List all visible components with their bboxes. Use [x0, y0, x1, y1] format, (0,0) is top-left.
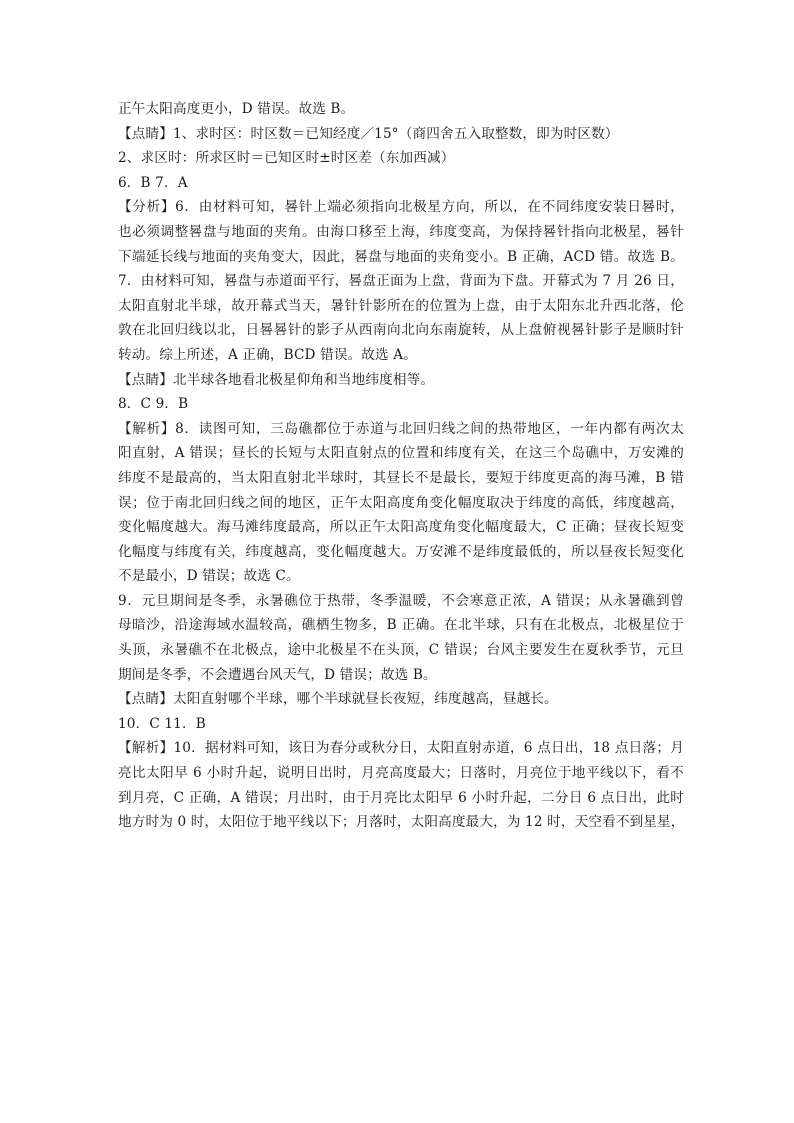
text-line: 【解析】10．据材料可知，该日为春分或秋分日，太阳直射赤道，6 点日出，18 点日落；月 — [118, 740, 684, 757]
text-line: 9．元旦期间是冬季，永暑礁位于热带，冬季温暖，不会寒意正浓，A 错误；从永暑礁到曾 — [118, 592, 684, 609]
text-line: 转动。综上所述，A 正确，BCD 错误。故选 A。 — [118, 346, 417, 363]
text-line: 母暗沙，沿途海域水温较高，礁栖生物多，B 正确。在北半球，只有在北极点，北极星位于 — [118, 617, 684, 634]
text-line: 地方时为 0 时，太阳位于地平线以下；月落时，太阳高度最大，为 12 时，天空看不到星星， — [118, 814, 685, 831]
answer-line: 10．C 11．B — [118, 715, 206, 732]
text-line: 下端延长线与地面的夹角变大，因此，晷盘与地面的夹角变小。B 正确，ACD 错。故选 B。 — [118, 248, 684, 265]
answer-line: 6．B 7．A — [118, 174, 188, 191]
text-line: 太阳直射北半球，故开幕式当天，暑针针影所在的位置为上盘，由于太阳东北升西北落，伦 — [118, 297, 684, 314]
text-line: 化幅度与纬度有关，纬度越高，变化幅度越大。万安滩不是纬度最低的，所以昼夜长短变化 — [118, 543, 684, 560]
text-line: 敦在北回归线以北，日晷晷针的影子从西南向北向东南旋转，从上盘俯视晷针影子是顺时针 — [118, 322, 684, 339]
answer-line: 8．C 9．B — [118, 396, 189, 413]
text-line: 7．由材料可知，晷盘与赤道面平行，晷盘正面为上盘，背面为下盘。开幕式为 7 月 26 日， — [118, 273, 684, 290]
text-line: 【解析】8．读图可知，三岛礁都位于赤道与北回归线之间的热带地区，一年内都有两次太 — [118, 420, 684, 437]
text-line: 【分析】6．由材料可知，晷针上端必须指向北极星方向，所以，在不同纬度安装日晷时， — [118, 199, 684, 216]
text-line: 【点睛】太阳直射哪个半球，哪个半球就昼长夜短，纬度越高，昼越长。 — [118, 691, 558, 708]
text-line: 纬度不是最高的，当太阳直射北半球时，其昼长不是最长，要短于纬度更高的海马滩，B 错 — [118, 469, 684, 486]
text-line: 到月亮，C 正确，A 错误；月出时，由于月亮比太阳早 6 小时升起，二分日 6 点日出，此时 — [118, 789, 684, 806]
text-line: 误；位于南北回归线之间的地区，正午太阳高度角变化幅度取决于纬度的高低，纬度越高， — [118, 494, 684, 511]
text-line: 期间是冬季，不会遭遇台风天气，D 错误；故选 B。 — [118, 666, 437, 683]
text-line: 变化幅度越大。海马滩纬度最高，所以正午太阳高度角变化幅度最大，C 正确；昼夜长短变 — [118, 519, 684, 536]
text-line: 2、求区时：所求区时＝已知区时±时区差（东加西减） — [118, 150, 455, 167]
text-line: 也必须调整晷盘与地面的夹角。由海口移至上海，纬度变高，为保持晷针指向北极星，晷针 — [118, 223, 684, 240]
text-line: 亮比太阳早 6 小时升起，说明日出时，月亮高度最大；日落时，月亮位于地平线以下，看不 — [118, 765, 684, 782]
text-line: 头顶，永暑礁不在北极点，途中北极星不在头顶，C 错误；台风主要发生在夏秋季节，元旦 — [118, 642, 684, 659]
text-line: 【点睛】1、求时区：时区数＝已知经度／15°（商四舍五入取整数，即为时区数） — [118, 125, 619, 142]
text-line: 阳直射，A 错误；昼长的长短与太阳直射点的位置和纬度有关，在这三个岛礁中，万安滩的 — [118, 445, 684, 462]
text-line: 正午太阳高度更小，D 错误。故选 B。 — [118, 101, 355, 117]
text-line: 不是最小，D 错误；故选 C。 — [118, 568, 300, 585]
text-line: 【点睛】北半球各地看北极星仰角和当地纬度相等。 — [118, 371, 435, 388]
document-page — [118, 97, 684, 835]
